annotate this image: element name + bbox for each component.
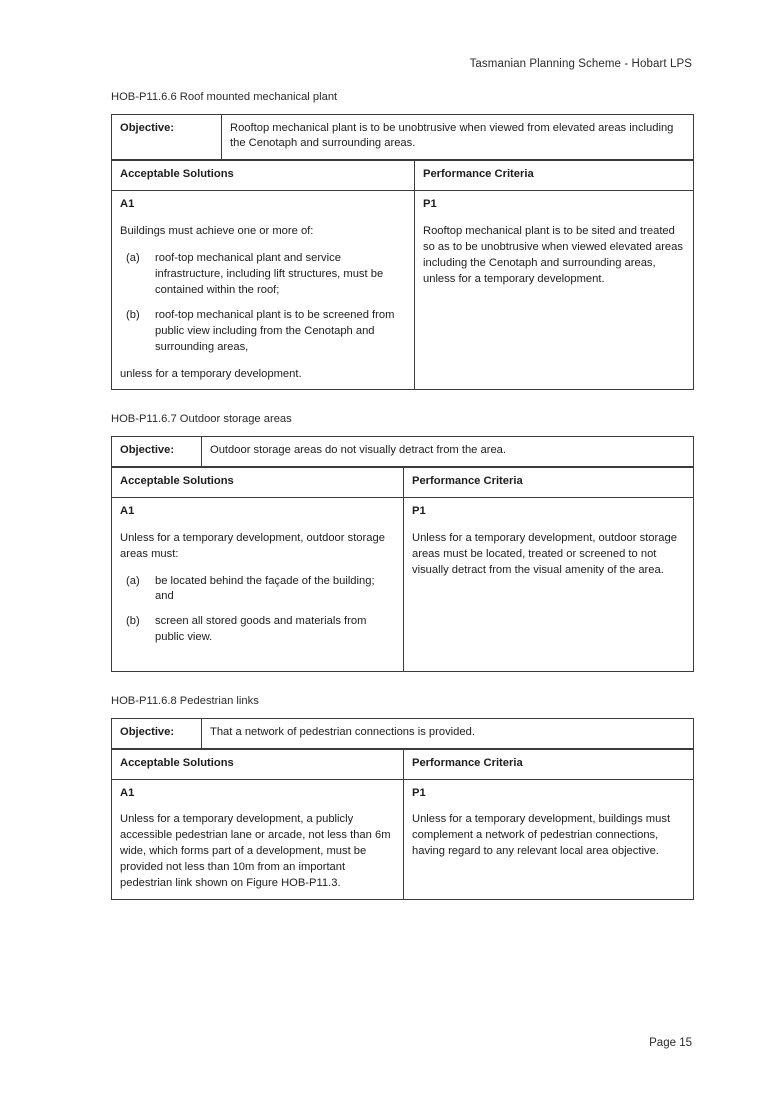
performance-criteria-code: P1: [423, 198, 437, 211]
acceptable-solution-outro: unless for a temporary development.: [120, 367, 302, 380]
list-item-text: be located behind the façade of the building; and: [155, 574, 375, 603]
performance-criteria-header: Performance Criteria: [415, 161, 694, 191]
list-marker: (b): [126, 308, 140, 321]
criteria-header-row: [112, 467, 694, 497]
list-item-text: roof-top mechanical plant is to be screened from public view including from the Cenotaph and surrounding areas,: [155, 308, 395, 353]
list-item: [120, 614, 395, 646]
performance-criteria-header: Performance Criteria: [404, 749, 694, 779]
section-hob-p11-6-6: [111, 90, 693, 390]
performance-criteria-cell: [404, 497, 694, 671]
objective-text: That a network of pedestrian connections is provided.: [202, 718, 694, 748]
list-item: [120, 574, 395, 606]
acceptable-solution-cell: [112, 191, 415, 390]
objective-label: Objective:: [112, 437, 202, 467]
criteria-body-row: [112, 191, 694, 390]
performance-criteria-cell: [415, 191, 694, 390]
objective-row: [112, 437, 694, 467]
objective-label: Objective:: [112, 718, 202, 748]
section-heading: HOB-P11.6.7 Outdoor storage areas: [111, 413, 292, 426]
acceptable-solution-intro: Unless for a temporary development, outdoor storage areas must:: [120, 531, 385, 560]
criteria-table-body: [111, 467, 694, 672]
list-item: [120, 308, 406, 356]
performance-criteria-text: Unless for a temporary development, buildings must complement a network of pedestrian connections, having regard to any relevant local area objective.: [412, 813, 671, 858]
performance-criteria-text: Unless for a temporary development, outdoor storage areas must be located, treated or screened to not visually detract from the visual amenity of the area.: [412, 531, 677, 576]
acceptable-solution-intro: Buildings must achieve one or more of:: [120, 225, 314, 238]
objective-row: [112, 114, 694, 160]
section-hob-p11-6-8: [111, 694, 693, 900]
section-heading: HOB-P11.6.8 Pedestrian links: [111, 695, 259, 708]
objective-label: Objective:: [112, 114, 222, 160]
page-footer: Page 15: [649, 1037, 692, 1049]
list-item-text: screen all stored goods and materials from public view.: [155, 615, 367, 644]
objective-text: Outdoor storage areas do not visually detract from the area.: [202, 437, 694, 467]
criteria-table: [111, 718, 694, 749]
document-content: [111, 90, 693, 922]
acceptable-solution-list: [120, 251, 406, 355]
acceptable-solutions-header: Acceptable Solutions: [112, 749, 404, 779]
acceptable-solutions-header: Acceptable Solutions: [112, 161, 415, 191]
list-marker: (a): [126, 252, 140, 265]
list-marker: (b): [126, 615, 140, 628]
criteria-table: [111, 436, 694, 467]
criteria-header-row: [112, 749, 694, 779]
acceptable-solution-code: A1: [120, 786, 135, 799]
acceptable-solutions-header: Acceptable Solutions: [112, 467, 404, 497]
list-item-text: roof-top mechanical plant and service infrastructure, including lift structures, must be contained within the roof;: [155, 252, 384, 296]
acceptable-solution-cell: [112, 779, 404, 899]
performance-criteria-text: Rooftop mechanical plant is to be sited and treated so as to be unobtrusive when viewed elevated areas including the Cenotaph and surrounding areas, unless for a temporary development.: [423, 225, 683, 285]
criteria-table: [111, 114, 694, 161]
section-heading: HOB-P11.6.6 Roof mounted mechanical plant: [111, 91, 338, 103]
acceptable-solution-list: [120, 574, 395, 647]
performance-criteria-cell: [404, 779, 694, 899]
performance-criteria-code: P1: [412, 786, 426, 799]
acceptable-solution-cell: [112, 497, 404, 671]
performance-criteria-code: P1: [412, 504, 426, 517]
acceptable-solution-code: A1: [120, 504, 135, 517]
acceptable-solution-code: A1: [120, 198, 135, 211]
criteria-body-row: [112, 779, 694, 899]
objective-row: [112, 718, 694, 748]
criteria-table-body: [111, 749, 694, 900]
criteria-header-row: [112, 161, 694, 191]
performance-criteria-header: Performance Criteria: [404, 467, 694, 497]
objective-text: Rooftop mechanical plant is to be unobtrusive when viewed from elevated areas including the Cenotaph and surrounding areas.: [222, 114, 694, 160]
section-hob-p11-6-7: [111, 412, 693, 672]
list-marker: (a): [126, 574, 140, 587]
criteria-table-body: [111, 160, 694, 390]
document-header: Tasmanian Planning Scheme - Hobart LPS: [469, 58, 692, 70]
list-item: [120, 251, 406, 299]
criteria-body-row: [112, 497, 694, 671]
acceptable-solution-intro: Unless for a temporary development, a publicly accessible pedestrian lane or arcade, not less than 6m wide, which forms part of a development, must be provided not less than 10m from an important pedestrian link shown on Figure HOB-P11.3.: [120, 813, 391, 890]
